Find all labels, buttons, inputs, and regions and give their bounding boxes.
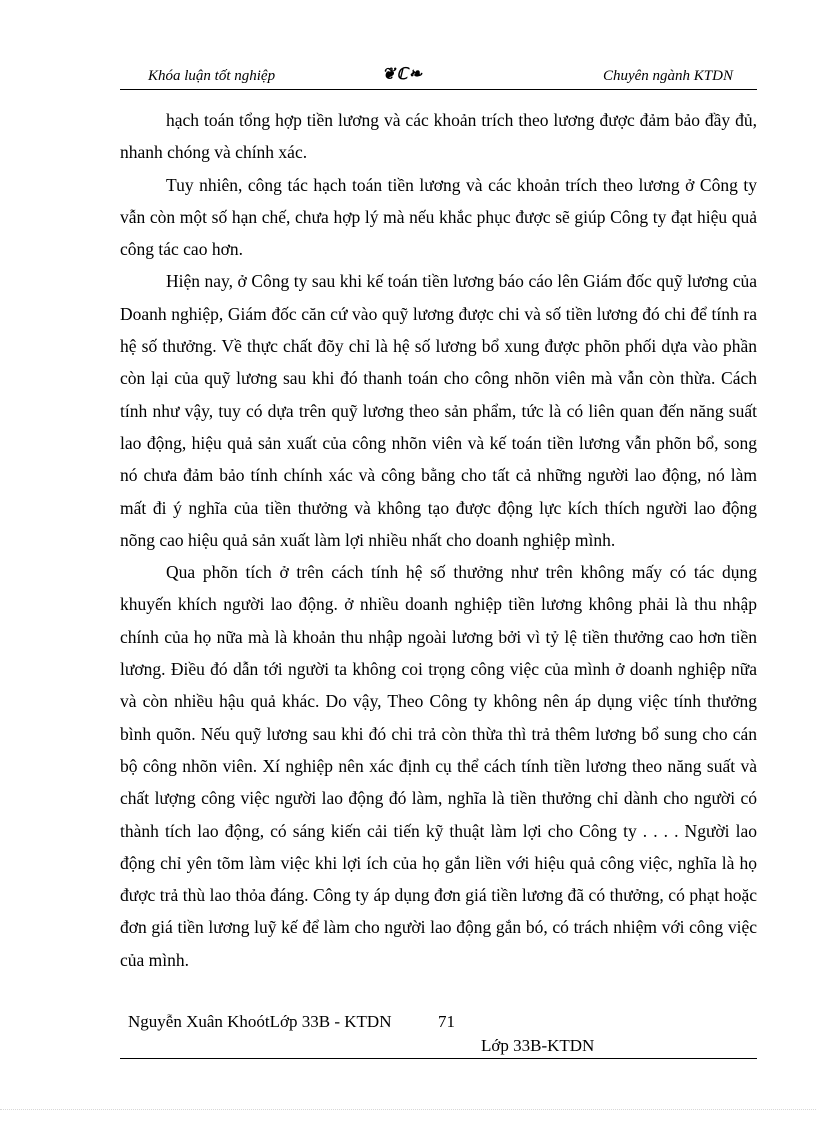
footer-author: Nguyễn Xuân KhoótLớp 33B - KTDN <box>128 1012 392 1031</box>
body-text <box>120 104 757 976</box>
header-ornament-icon: ❦ℂ❧ <box>382 66 423 83</box>
header-thesis-label: Khóa luận tốt nghiệp <box>148 68 276 84</box>
footer-class-label: Lớp 33B-KTDN <box>481 1036 595 1055</box>
paragraph: Tuy nhiên, công tác hạch toán tiền lương và các khoản trích theo lương ở Công ty vẫn còn một số hạn chế, chưa hợp lý mà nếu khắc phục được sẽ giúp Công ty đạt hiệu quả công tác cao hơn. <box>120 174 757 260</box>
page-number: 71 <box>438 1012 455 1031</box>
paragraph: hạch toán tổng hợp tiền lương và các khoản trích theo lương được đảm bảo đầy đủ, nhanh chóng và chính xác. <box>120 110 757 163</box>
page-header <box>120 64 757 90</box>
paragraph: Qua phõn tích ở trên cách tính hệ số thưởng như trên không mấy có tác dụng khuyến khích người lao động. ở nhiều doanh nghiệp tiền lương không phải là thu nhập chính của họ nữa mà là khoản thu nhập ngoài lương bởi vì tỷ lệ tiền thưởng cao hơn tiền lương. Điều đó dẫn tới người ta không coi trọng công việc của mình ở doanh nghiệp nữa và còn nhiều hậu quả khác. Do vậy, Theo Công ty không nên áp dụng việc tính thưởng bình quõn. Nếu quỹ lương sau khi đó chi trả còn thừa thì trả thêm lương bổ sung cho cán bộ công nhõn viên. Xí nghiệp nên xác định cụ thể cách tính tiền lương theo năng suất và chất lượng công việc người lao động đó làm, nghĩa là tiền thưởng chỉ dành cho người có thành tích lao động, có sáng kiến cải tiến kỹ thuật làm lợi cho Công ty . . . . Người lao động chỉ yên tõm làm việc khi lợi ích của họ gắn liền với hiệu quả công việc, nghĩa là họ được trả thù lao thỏa đáng. Công ty áp dụng đơn giá tiền lương đã có thưởng, có phạt hoặc đơn giá tiền lương luỹ kế để làm cho người lao động gắn bó, có trách nhiệm với công việc của mình. <box>120 562 757 970</box>
footer-divider <box>120 1058 757 1059</box>
header-major-label: Chuyên ngành KTDN <box>602 68 733 84</box>
paragraph: Hiện nay, ở Công ty sau khi kế toán tiền lương báo cáo lên Giám đốc quỹ lương của Doanh nghiệp, Giám đốc căn cứ vào quỹ lương được chi và số tiền lương đó chi để tính ra hệ số thưởng. Về thực chất đõy chỉ là hệ số lương bổ xung được phõn phối dựa vào phần còn lại của quỹ lương sau khi đó thanh toán cho công nhõn viên mà vẫn còn thừa. Cách tính như vậy, tuy có dựa trên quỹ lương theo sản phẩm, tức là có liên quan đến năng suất lao động, hiệu quả sản xuất của công nhõn viên và kế toán tiền lương vẫn phõn bổ, song nó chưa đảm bảo tính chính xác và công bằng cho tất cả những người lao động, nó làm mất đi ý nghĩa của tiền thưởng và không tạo được động lực kích thích người lao động nõng cao hiệu quả sản xuất làm lợi nhiều nhất cho doanh nghiệp mình. <box>120 271 757 550</box>
page-bottom-divider <box>0 1109 816 1110</box>
